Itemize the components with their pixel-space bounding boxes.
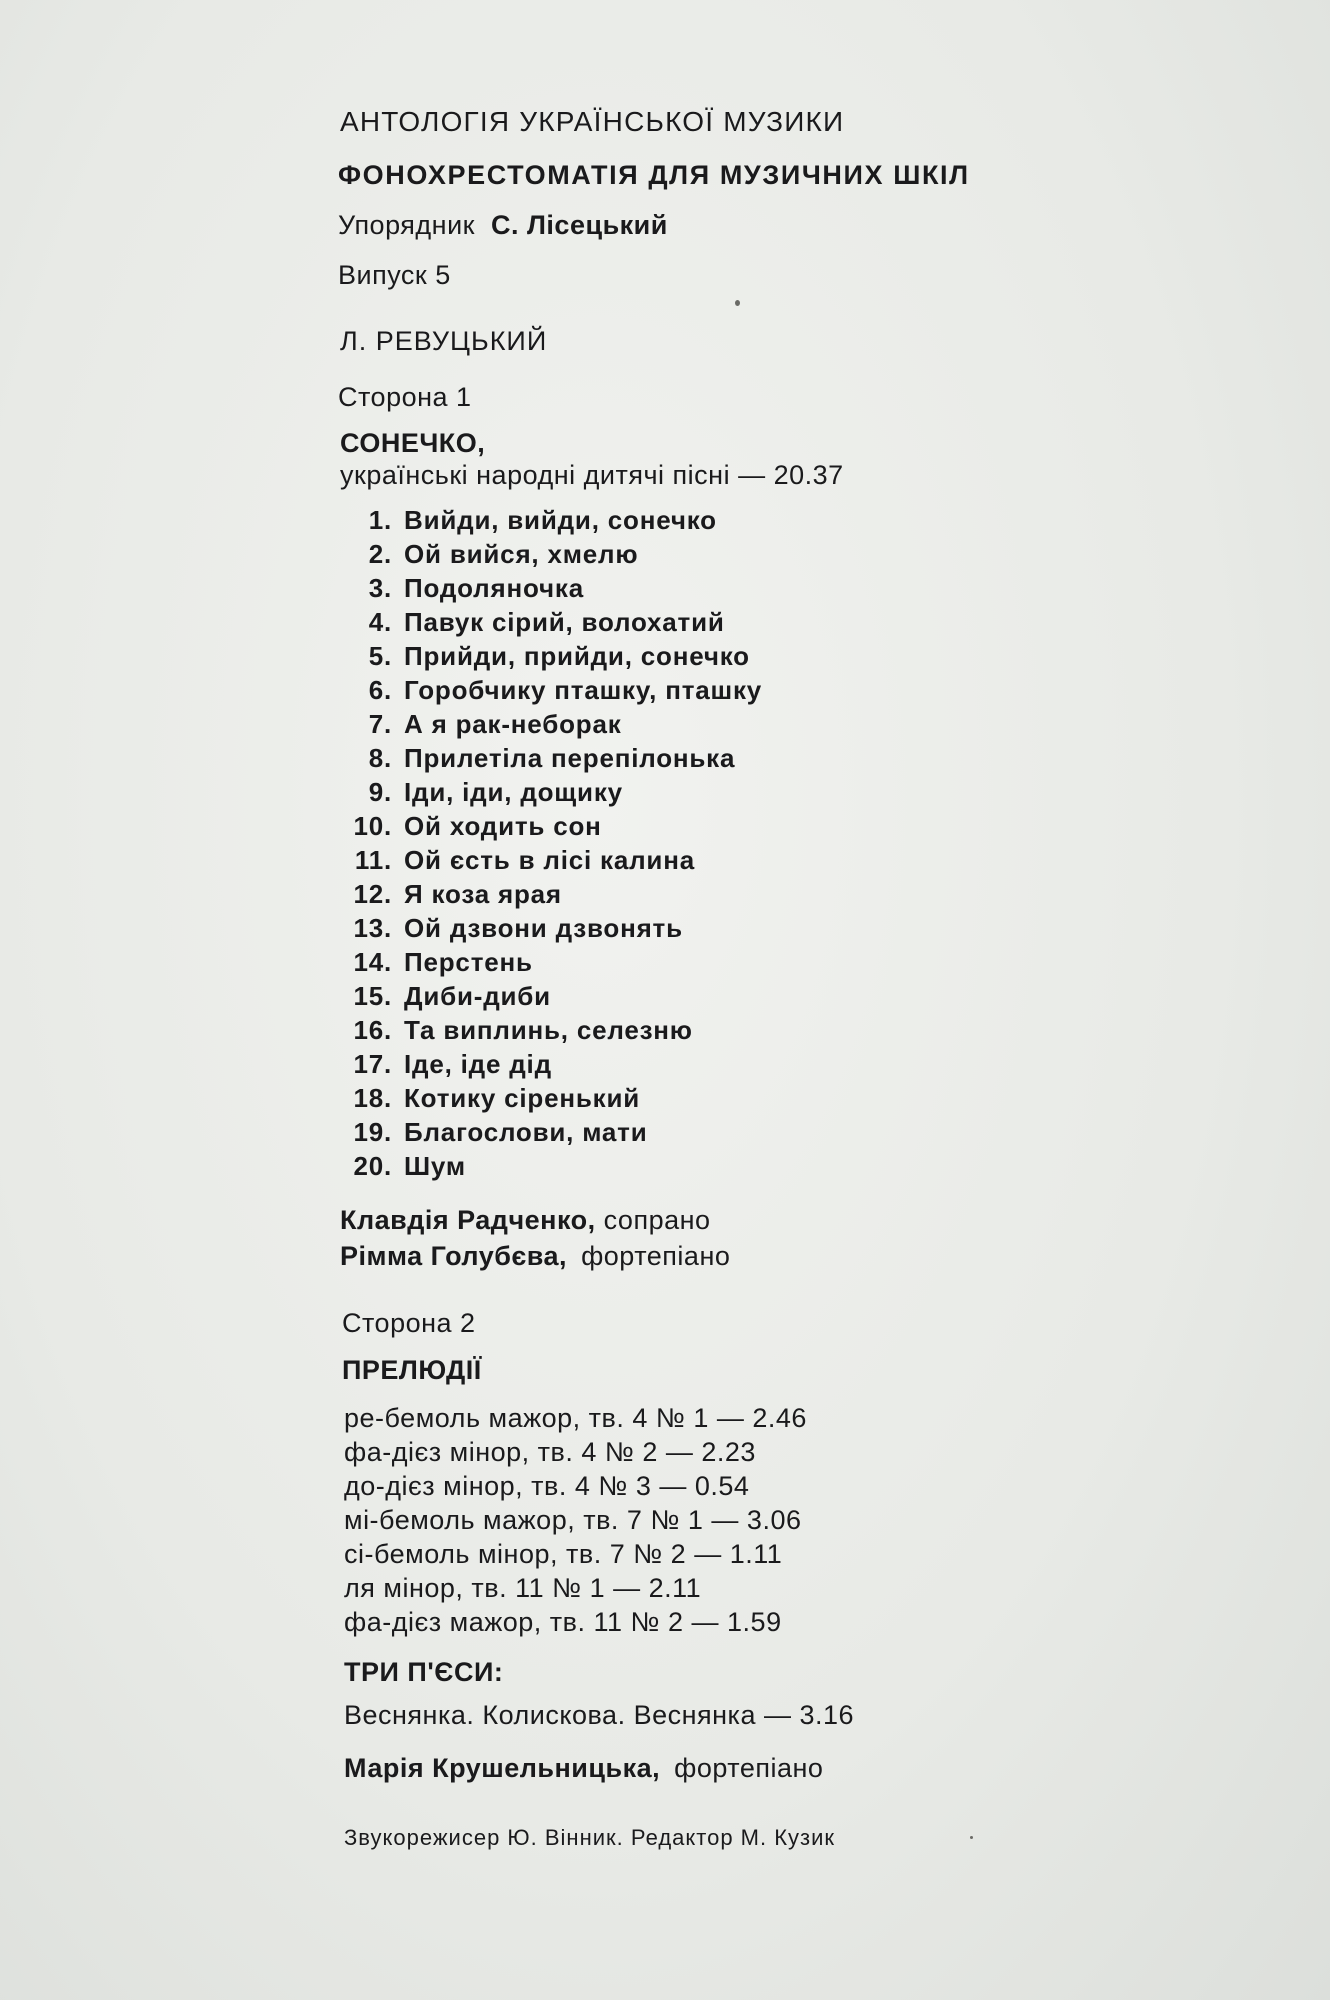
list-item: до-дієз мінор, тв. 4 № 3 — 0.54	[344, 1471, 750, 1501]
side-1-performer-2	[340, 1241, 730, 1272]
list-item: 4. Павук сірий, волохатий	[368, 607, 725, 637]
list-item: 18. Котику сіренький	[353, 1083, 641, 1113]
list-item: 8. Прилетіла перепілонька	[368, 743, 736, 773]
side-1-work-subtitle: українські народні дитячі пісні — 20.37	[340, 460, 844, 490]
list-item: 15. Диби-диби	[353, 981, 551, 1011]
performer-role: фортепіано	[674, 1753, 824, 1783]
list-item: фа-дієз мінор, тв. 4 № 2 — 2.23	[344, 1437, 756, 1467]
list-item: 5. Прийди, прийди, сонечко	[368, 641, 750, 671]
list-item: 6. Горобчику пташку, пташку	[368, 675, 763, 705]
side-1-label: Сторона 1	[338, 382, 472, 412]
print-speck	[735, 300, 740, 306]
performer-name: Марія Крушельницька,	[344, 1753, 661, 1783]
collection-title: ФОНОХРЕСТОМАТІЯ ДЛЯ МУЗИЧНИХ ШКІЛ	[338, 160, 970, 190]
list-item: фа-дієз мажор, тв. 11 № 2 — 1.59	[344, 1607, 782, 1637]
list-item: сі-бемоль мінор, тв. 7 № 2 — 1.11	[344, 1539, 783, 1569]
list-item: мі-бемоль мажор, тв. 7 № 1 — 3.06	[344, 1505, 802, 1535]
anthology-title: АНТОЛОГІЯ УКРАЇНСЬКОЇ МУЗИКИ	[340, 106, 845, 137]
list-item: 1. Вийди, вийди, сонечко	[368, 505, 717, 535]
performer-role: фортепіано	[581, 1241, 731, 1271]
list-item: 20. Шум	[353, 1151, 466, 1181]
performer-name: Клавдія Радченко,	[340, 1205, 596, 1235]
print-speck	[970, 1836, 973, 1839]
compiler-label: Упорядник	[338, 210, 475, 240]
list-item: 19. Благослови, мати	[353, 1117, 648, 1147]
side-1-work-title: СОНЕЧКО,	[340, 428, 486, 458]
list-item: 9. Іди, іди, дощику	[368, 777, 623, 807]
preludes-title: ПРЕЛЮДІЇ	[342, 1355, 482, 1385]
performer-name: Рімма Голубєва,	[340, 1241, 568, 1271]
compiler-line	[338, 210, 668, 241]
list-item: 7. А я рак-неборак	[368, 709, 622, 739]
list-item: 10. Ой ходить сон	[353, 811, 602, 841]
side-2-label: Сторона 2	[342, 1308, 476, 1338]
side-2-performer	[344, 1753, 823, 1784]
list-item: 12. Я коза ярая	[353, 879, 562, 909]
list-item: ля мінор, тв. 11 № 1 — 2.11	[344, 1573, 702, 1603]
side-1-performer-1	[340, 1205, 711, 1236]
list-item: 11. Ой єсть в лісі калина	[354, 845, 695, 875]
list-item: 17. Іде, іде дід	[353, 1049, 552, 1079]
list-item: 14. Перстень	[353, 947, 533, 977]
issue-number: Випуск 5	[338, 260, 451, 290]
list-item: 3. Подоляночка	[368, 573, 584, 603]
performer-role: сопрано	[603, 1205, 711, 1235]
list-item: 2. Ой вийся, хмелю	[368, 539, 639, 569]
list-item: 16. Та виплинь, селезню	[353, 1015, 693, 1045]
composer-name: Л. РЕВУЦЬКИЙ	[340, 326, 548, 356]
three-pieces-line: Веснянка. Колискова. Веснянка — 3.16	[344, 1700, 855, 1730]
three-pieces-title: ТРИ П'ЄСИ:	[344, 1657, 504, 1687]
list-item: ре-бемоль мажор, тв. 4 № 1 — 2.46	[344, 1403, 807, 1433]
compiler-name: С. Лісецький	[490, 210, 668, 240]
credits-line: Звукорежисер Ю. Вінник. Редактор М. Кузик	[344, 1825, 836, 1850]
list-item: 13. Ой дзвони дзвонять	[353, 913, 683, 943]
